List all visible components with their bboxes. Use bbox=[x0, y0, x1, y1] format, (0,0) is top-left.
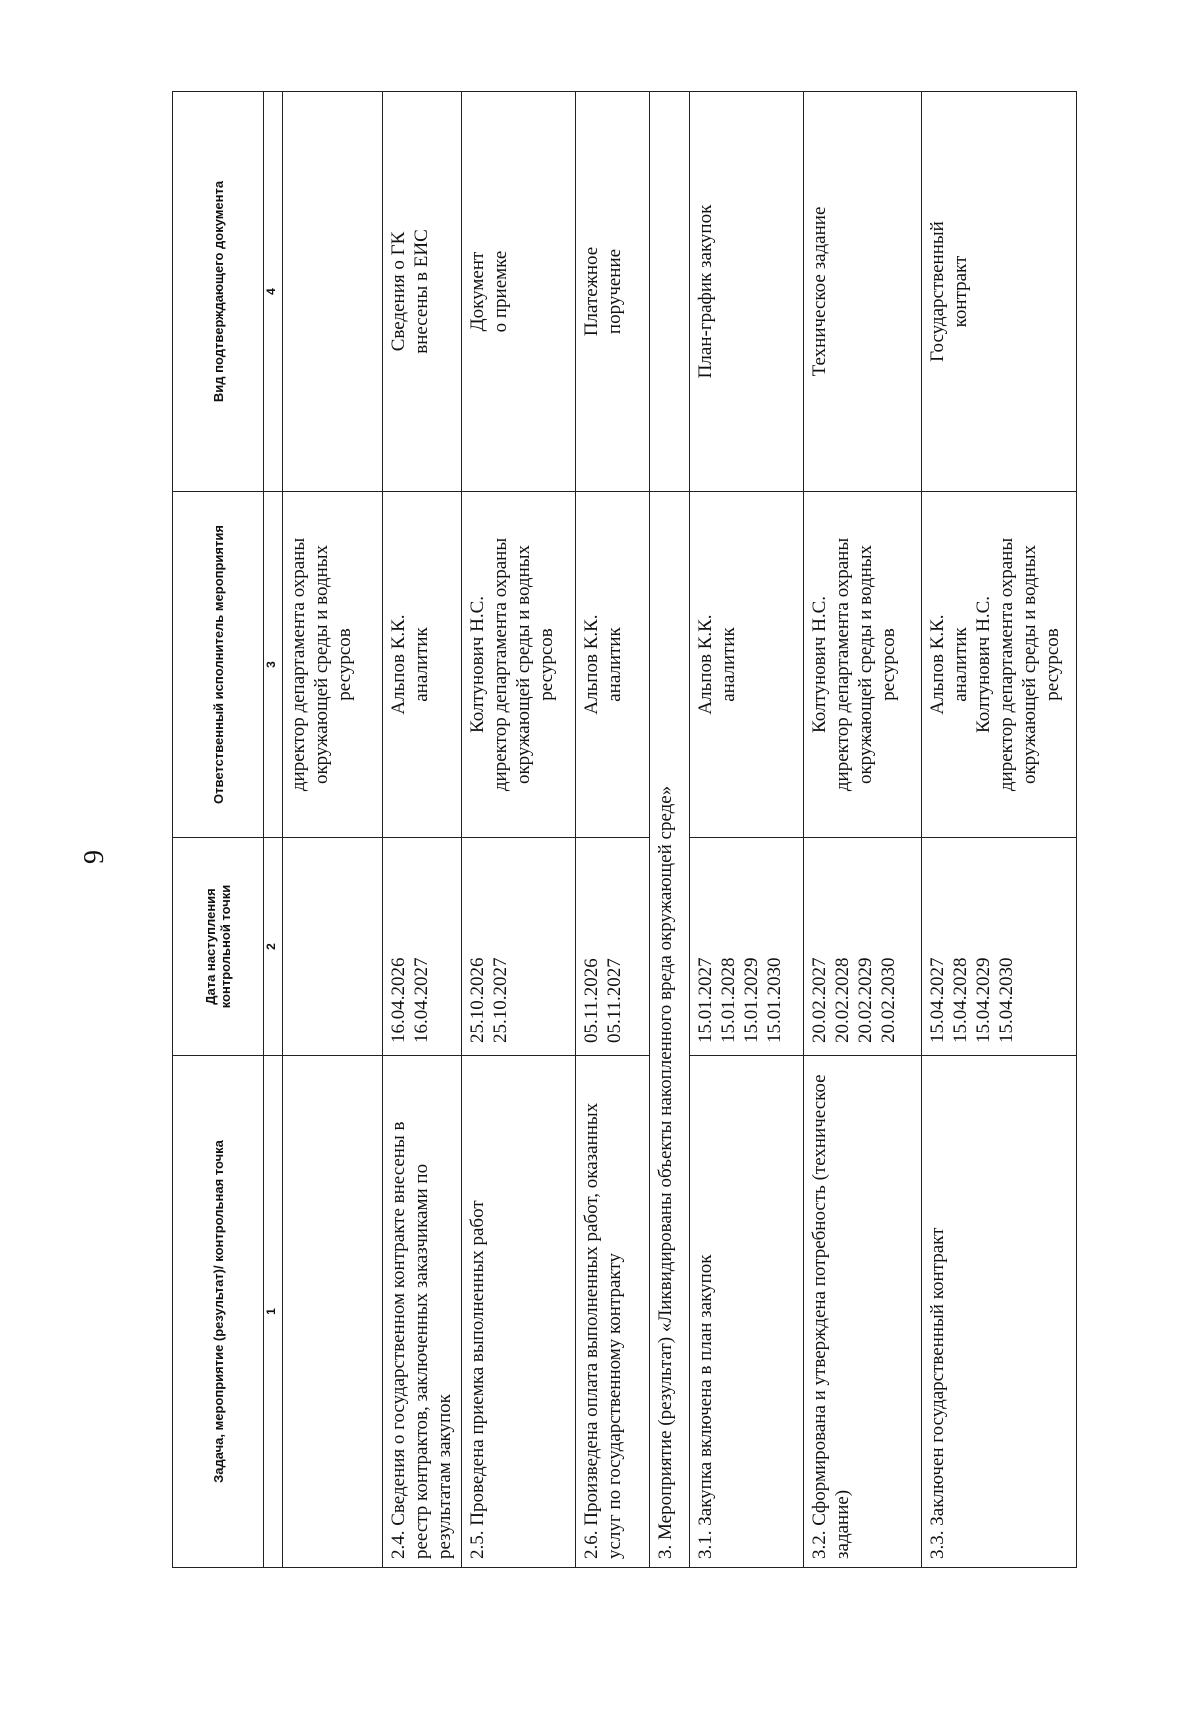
section-title: 3. Мероприятие (результат) «Ликвидированы объекты накопленного вреда окружающей среде» bbox=[650, 492, 689, 1568]
executor-cell: Альпов К.К. аналитик bbox=[689, 492, 803, 838]
executor-cell: Альпов К.К. аналитик Колтунович Н.С. директор департамента охраны окружающей среды и водных ресурсов bbox=[922, 492, 1077, 838]
document-cell: Государственный контракт bbox=[922, 92, 1077, 492]
page-number: 9 bbox=[79, 850, 110, 864]
task-cell: 2.5. Проведена приемка выполненных работ bbox=[462, 1056, 576, 1568]
section-empty-cell bbox=[650, 92, 689, 492]
task-cell bbox=[283, 1056, 383, 1568]
header-document: Вид подтверждающего документа bbox=[173, 92, 264, 492]
header-executor: Ответственный исполнитель мероприятия bbox=[173, 492, 264, 838]
control-points-table bbox=[172, 91, 1077, 1568]
column-number: 3 bbox=[264, 492, 283, 838]
date-cell bbox=[283, 838, 383, 1056]
document-cell: Сведения о ГК внесены в ЕИС bbox=[383, 92, 462, 492]
column-number: 2 bbox=[264, 838, 283, 1056]
task-cell: 2.4. Сведения о государственном контракте внесены в реестр контрактов, заключенных заказчиками по результатам закупок bbox=[383, 1056, 462, 1568]
date-cell: 05.11.2026 05.11.2027 bbox=[576, 838, 650, 1056]
document-cell: Техническое задание bbox=[803, 92, 921, 492]
task-cell: 3.3. Заключен государственный контракт bbox=[922, 1056, 1077, 1568]
executor-cell: Колтунович Н.С. директор департамента охраны окружающей среды и водных ресурсов bbox=[462, 492, 576, 838]
section-row bbox=[650, 92, 689, 1568]
executor-cell: Альпов К.К. аналитик bbox=[383, 492, 462, 838]
table-row bbox=[462, 92, 576, 1568]
table-row bbox=[383, 92, 462, 1568]
table-row bbox=[576, 92, 650, 1568]
date-cell: 16.04.2026 16.04.2027 bbox=[383, 838, 462, 1056]
task-cell: 2.6. Произведена оплата выполненных работ, оказанных услуг по государственному контракту bbox=[576, 1056, 650, 1568]
table-row bbox=[922, 92, 1077, 1568]
document-cell: План-график закупок bbox=[689, 92, 803, 492]
executor-cell: Альпов К.К. аналитик bbox=[576, 492, 650, 838]
table-row bbox=[689, 92, 803, 1568]
document-cell bbox=[283, 92, 383, 492]
date-cell: 25.10.2026 25.10.2027 bbox=[462, 838, 576, 1056]
header-task: Задача, мероприятие (результат)/ контрольная точка bbox=[173, 1056, 264, 1568]
table-row bbox=[803, 92, 921, 1568]
header-date: Дата наступления контрольной точки bbox=[173, 838, 264, 1056]
column-number: 4 bbox=[264, 92, 283, 492]
column-number: 1 bbox=[264, 1056, 283, 1568]
date-cell: 15.01.2027 15.01.2028 15.01.2029 15.01.2030 bbox=[689, 838, 803, 1056]
table-row bbox=[283, 92, 383, 1568]
executor-cell: директор департамента охраны окружающей среды и водных ресурсов bbox=[283, 492, 383, 838]
rotated-table-wrapper bbox=[172, 92, 1077, 1568]
date-cell: 15.04.2027 15.04.2028 15.04.2029 15.04.2030 bbox=[922, 838, 1077, 1056]
task-cell: 3.2. Сформирована и утверждена потребность (техническое задание) bbox=[803, 1056, 921, 1568]
executor-cell: Колтунович Н.С. директор департамента охраны окружающей среды и водных ресурсов bbox=[803, 492, 921, 838]
task-cell: 3.1. Закупка включена в план закупок bbox=[689, 1056, 803, 1568]
date-cell: 20.02.2027 20.02.2028 20.02.2029 20.02.2030 bbox=[803, 838, 921, 1056]
document-cell: Документ о приемке bbox=[462, 92, 576, 492]
document-cell: Платежное поручение bbox=[576, 92, 650, 492]
